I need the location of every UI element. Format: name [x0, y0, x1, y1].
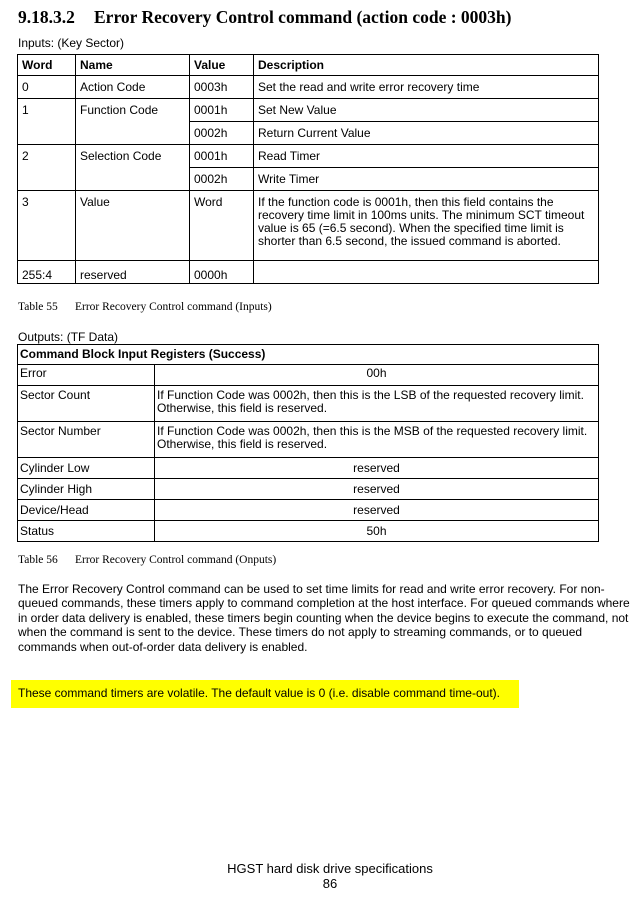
register-value-cell: reserved	[155, 458, 599, 479]
table-row	[18, 145, 599, 168]
caption-text: Error Recovery Control command (Inputs)	[75, 301, 272, 313]
table-row	[18, 479, 599, 500]
outputs-table	[17, 344, 599, 542]
table-row	[18, 365, 599, 386]
word-cell: 0	[18, 76, 76, 99]
footer-title: HGST hard disk drive specifications	[227, 861, 433, 876]
register-value-cell: 00h	[155, 365, 599, 386]
register-value-cell: If Function Code was 0002h, then this is the LSB of the requested recovery limit. Otherwise, this field is reserved.	[155, 386, 599, 422]
column-header: Command Block Input Registers (Success)	[18, 345, 599, 365]
table-caption	[18, 301, 272, 313]
value-cell: 0001h	[190, 99, 254, 122]
register-name-cell: Device/Head	[18, 500, 155, 521]
outputs-label: Outputs: (TF Data)	[18, 330, 119, 344]
table-row	[18, 422, 599, 458]
word-cell: 3	[18, 191, 76, 261]
caption-text: Error Recovery Control command (Onputs)	[75, 554, 277, 566]
description-cell: If the function code is 0001h, then this field contains the recovery time limit in 100ms units. The minimum SCT timeout value is 65 (=6.5 second). When the specified time limit is shorter than 6.5 second, the issued command is aborted.	[254, 191, 599, 261]
register-name-cell: Cylinder Low	[18, 458, 155, 479]
register-name-cell: Sector Number	[18, 422, 155, 458]
name-cell: reserved	[76, 261, 190, 284]
word-cell: 1	[18, 99, 76, 122]
name-cell: Selection Code	[76, 145, 190, 168]
table-row	[18, 168, 599, 191]
table-row	[18, 521, 599, 542]
word-cell: 2	[18, 145, 76, 168]
column-header: Description	[254, 55, 599, 76]
highlighted-note	[11, 680, 519, 708]
register-name-cell: Error	[18, 365, 155, 386]
register-name-cell: Sector Count	[18, 386, 155, 422]
table-row	[18, 500, 599, 521]
table-row	[18, 191, 599, 261]
table-row	[18, 76, 599, 99]
description-cell: Set the read and write error recovery time	[254, 76, 599, 99]
table-row	[18, 261, 599, 284]
page-number: 86	[322, 876, 338, 891]
column-header: Word	[18, 55, 76, 76]
description-cell: Read Timer	[254, 145, 599, 168]
section-title: Error Recovery Control command (action code : 0003h)	[94, 7, 512, 27]
register-value-cell: reserved	[155, 479, 599, 500]
column-header: Value	[190, 55, 254, 76]
value-cell: 0002h	[190, 168, 254, 191]
description-cell	[254, 261, 599, 284]
description-cell: Return Current Value	[254, 122, 599, 145]
register-value-cell: If Function Code was 0002h, then this is the MSB of the requested recovery limit. Otherwise, this field is reserved.	[155, 422, 599, 458]
caption-number: Table 56	[18, 554, 58, 566]
note-text: These command timers are volatile. The default value is 0 (i.e. disable command time-out).	[18, 686, 500, 700]
value-cell: 0003h	[190, 76, 254, 99]
table-row	[18, 122, 599, 145]
value-cell: 0001h	[190, 145, 254, 168]
register-value-cell: reserved	[155, 500, 599, 521]
name-cell: Action Code	[76, 76, 190, 99]
column-header: Name	[76, 55, 190, 76]
table-header-row	[18, 55, 599, 76]
section-number: 9.18.3.2	[18, 7, 75, 27]
table-row	[18, 386, 599, 422]
name-cell: Function Code	[76, 99, 190, 122]
page-footer	[0, 861, 640, 891]
register-name-cell: Cylinder High	[18, 479, 155, 500]
table-row	[18, 458, 599, 479]
table-header-row	[18, 345, 599, 365]
value-cell: 0000h	[190, 261, 254, 284]
inputs-label: Inputs: (Key Sector)	[18, 36, 125, 50]
body-paragraph: The Error Recovery Control command can be used to set time limits for read and write error recovery. For non-queued commands, these timers apply to command completion at the host interface. For queued commands where in order data delivery is enabled, these timers begin counting when the device begins to execute the command, not when the command is sent to the device. These timers do not apply to streaming commands, or to queued commands when out-of-order data delivery is enabled.	[18, 582, 630, 654]
value-cell: Word	[190, 191, 254, 261]
table-caption	[18, 554, 276, 566]
value-cell: 0002h	[190, 122, 254, 145]
description-cell: Set New Value	[254, 99, 599, 122]
name-cell: Value	[76, 191, 190, 261]
caption-number: Table 55	[18, 301, 58, 313]
register-value-cell: 50h	[155, 521, 599, 542]
word-cell: 255:4	[18, 261, 76, 284]
register-name-cell: Status	[18, 521, 155, 542]
inputs-table	[17, 54, 599, 284]
section-heading	[18, 7, 512, 28]
table-row	[18, 99, 599, 122]
description-cell: Write Timer	[254, 168, 599, 191]
